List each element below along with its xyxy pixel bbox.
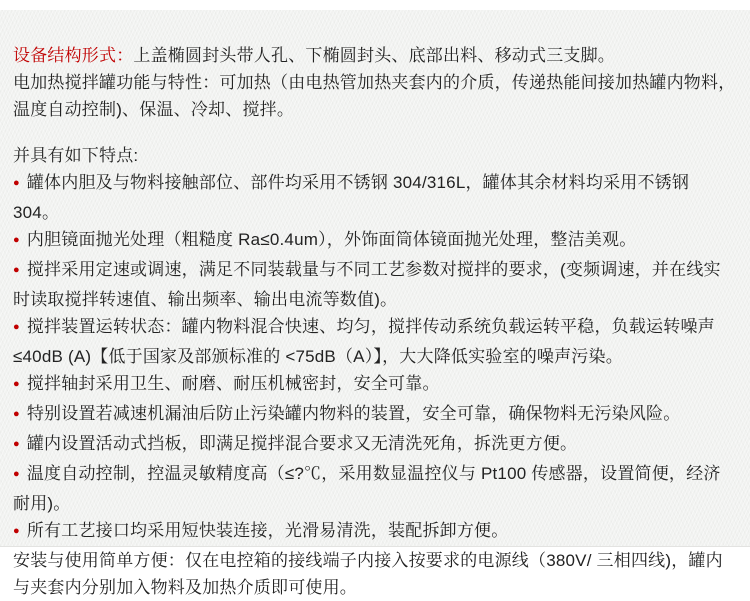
feature-text: 温度自动控制，控温灵敏精度高（≤?℃，采用数显温控仪与 Pt100 传感器，设置简便，经济耐用)。 — [13, 464, 721, 513]
feature-item — [13, 517, 737, 547]
product-description-panel — [0, 10, 750, 597]
feature-item — [13, 169, 737, 226]
features-heading: 并具有如下特点: — [13, 146, 139, 165]
structure-label: 设备结构形式： — [13, 46, 134, 65]
structure-line — [13, 42, 737, 69]
structure-text: 上盖椭圆封头带人孔、下椭圆封头、底部出料、移动式三支脚。 — [133, 46, 616, 65]
bullet-icon: ● — [13, 321, 20, 333]
bullet-icon: ● — [13, 378, 20, 390]
feature-text: 所有工艺接口均采用短快装连接，光滑易清洗，装配拆卸方便。 — [26, 521, 509, 540]
feature-text: 罐体内胆及与物料接触部位、部件均采用不锈钢 304/316L，罐体其余材料均采用不锈钢 304。 — [13, 173, 690, 222]
feature-text: 搅拌装置运转状态：罐内物料混合快速、均匀，搅拌传动系统负载运转平稳，负载运转噪声≤40dB (A)【低于国家及部颁标准的 <75dB（A）】，大大降低实验室的噪声污染。 — [13, 317, 715, 366]
bullet-icon: ● — [13, 264, 20, 276]
install-line: 安装与使用简单方便：仅在电控箱的接线端子内接入按要求的电源线（380V/ 三相四线)，罐内与夹套内分别加入物料及加热介质即可使用。 — [13, 551, 723, 597]
feature-item — [13, 430, 737, 460]
feature-item — [13, 256, 737, 313]
bullet-icon: ● — [13, 438, 20, 450]
bullet-icon: ● — [13, 525, 20, 537]
bullet-icon: ● — [13, 177, 20, 189]
feature-item — [13, 313, 737, 370]
bullet-icon: ● — [13, 234, 20, 246]
feature-item — [13, 226, 737, 256]
feature-item — [13, 400, 737, 430]
function-line: 电加热搅拌罐功能与特性：可加热（由电热管加热夹套内的介质，传递热能间接加热罐内物料，温度自动控制)、保温、冷却、搅拌。 — [13, 73, 736, 119]
feature-item — [13, 370, 737, 400]
feature-item — [13, 460, 737, 517]
feature-text: 内胆镜面抛光处理（粗糙度 Ra≤0.4um），外饰面筒体镜面抛光处理，整洁美观。 — [26, 230, 637, 249]
bullet-icon: ● — [13, 468, 20, 480]
feature-text: 搅拌轴封采用卫生、耐磨、耐压机械密封，安全可靠。 — [26, 374, 440, 393]
feature-text: 搅拌采用定速或调速，满足不同装载量与不同工艺参数对搅拌的要求，(变频调速，并在线实时读取搅拌转速值、输出频率、输出电流等数值)。 — [13, 260, 721, 309]
feature-text: 罐内设置活动式挡板，即满足搅拌混合要求又无清洗死角，拆洗更方便。 — [26, 434, 578, 453]
bullet-icon: ● — [13, 408, 20, 420]
feature-text: 特别设置若减速机漏油后防止污染罐内物料的装置，安全可靠，确保物料无污染风险。 — [26, 404, 681, 423]
